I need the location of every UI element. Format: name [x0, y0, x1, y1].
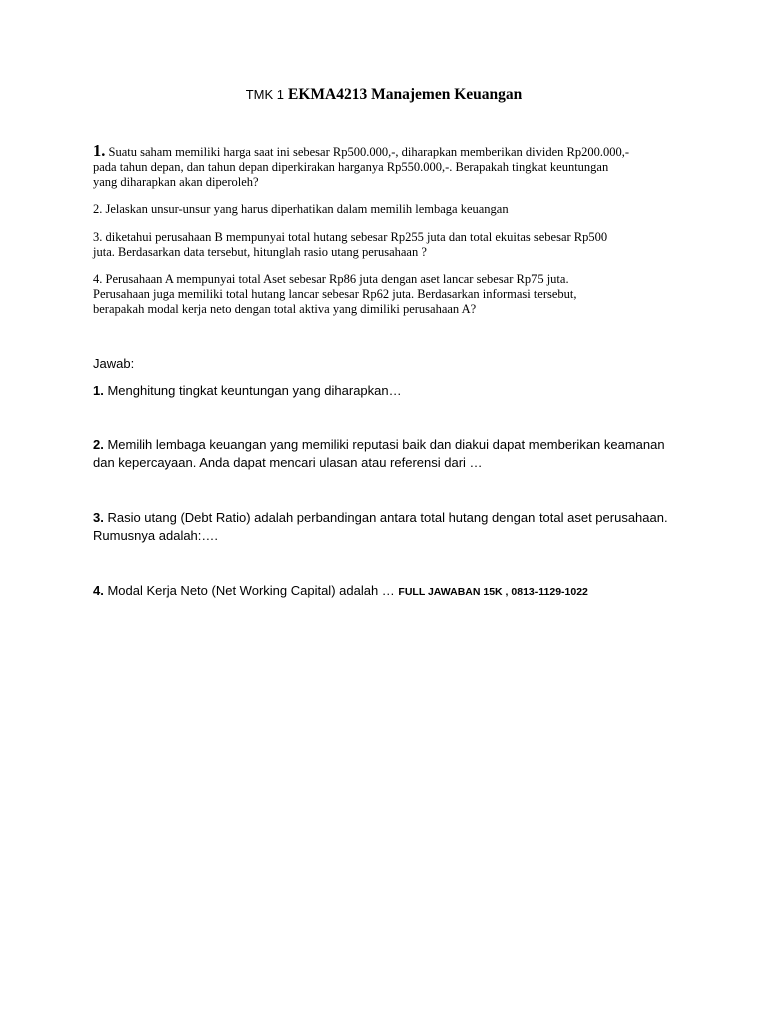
question-1-number: 1. — [93, 141, 106, 160]
document-title — [0, 86, 768, 104]
answer-1 — [93, 382, 402, 400]
question-3 — [93, 230, 693, 260]
answer-3-line-2: Rumusnya adalah:…. — [93, 528, 219, 543]
question-1-line-2: pada tahun depan, dan tahun depan diperkirakan harganya Rp550.000,-. Berapakah tingkat keuntungan — [93, 160, 609, 174]
answer-4 — [93, 582, 588, 601]
answers-heading-text: Jawab: — [93, 356, 135, 371]
question-2 — [93, 202, 693, 217]
question-4 — [93, 272, 693, 317]
question-1 — [93, 143, 693, 190]
title-prefix: TMK 1 — [245, 87, 285, 102]
question-1-line-3: yang diharapkan akan diperoleh? — [93, 175, 259, 189]
answer-3-line-1: Rasio utang (Debt Ratio) adalah perbandingan antara total hutang dengan total aset perusahaan. — [103, 510, 668, 525]
answer-1-number: 1. — [93, 383, 104, 398]
answer-1-text: Menghitung tingkat keuntungan yang diharapkan… — [103, 383, 402, 398]
title-main: EKMA4213 Manajemen Keuangan — [288, 86, 523, 103]
question-4-line-2: Perusahaan juga memiliki total hutang lancar sebesar Rp62 juta. Berdasarkan informasi tersebut, — [93, 287, 577, 301]
answer-2-number: 2. — [93, 437, 104, 452]
answers-heading — [93, 355, 134, 373]
question-1-line-1: Suatu saham memiliki harga saat ini sebesar Rp500.000,-, diharapkan memberikan dividen Rp200.000,- — [108, 145, 629, 159]
answer-2-line-1: Memilih lembaga keuangan yang memiliki reputasi baik dan diakui dapat memberikan keamanan — [103, 437, 665, 452]
answer-2-line-2: dan kepercayaan. Anda dapat mencari ulasan atau referensi dari … — [93, 455, 483, 470]
answer-3 — [93, 509, 668, 545]
answer-3-number: 3. — [93, 510, 104, 525]
question-2-line-1: 2. Jelaskan unsur-unsur yang harus diperhatikan dalam memilih lembaga keuangan — [93, 202, 509, 216]
answer-4-text: Modal Kerja Neto (Net Working Capital) adalah … — [103, 583, 399, 598]
answer-4-number: 4. — [93, 583, 104, 598]
question-3-line-1: 3. diketahui perusahaan B mempunyai total hutang sebesar Rp255 juta dan total ekuitas sebesar Rp500 — [93, 230, 608, 244]
answer-4-promo: FULL JAWABAN 15K , 0813-1129-1022 — [398, 586, 588, 598]
question-4-line-1: 4. Perusahaan A mempunyai total Aset sebesar Rp86 juta dengan aset lancar sebesar Rp75 juta. — [93, 272, 569, 286]
question-3-line-2: juta. Berdasarkan data tersebut, hitunglah rasio utang perusahaan ? — [93, 245, 427, 259]
answer-2 — [93, 436, 665, 472]
question-4-line-3: berapakah modal kerja neto dengan total aktiva yang dimiliki perusahaan A? — [93, 302, 477, 316]
